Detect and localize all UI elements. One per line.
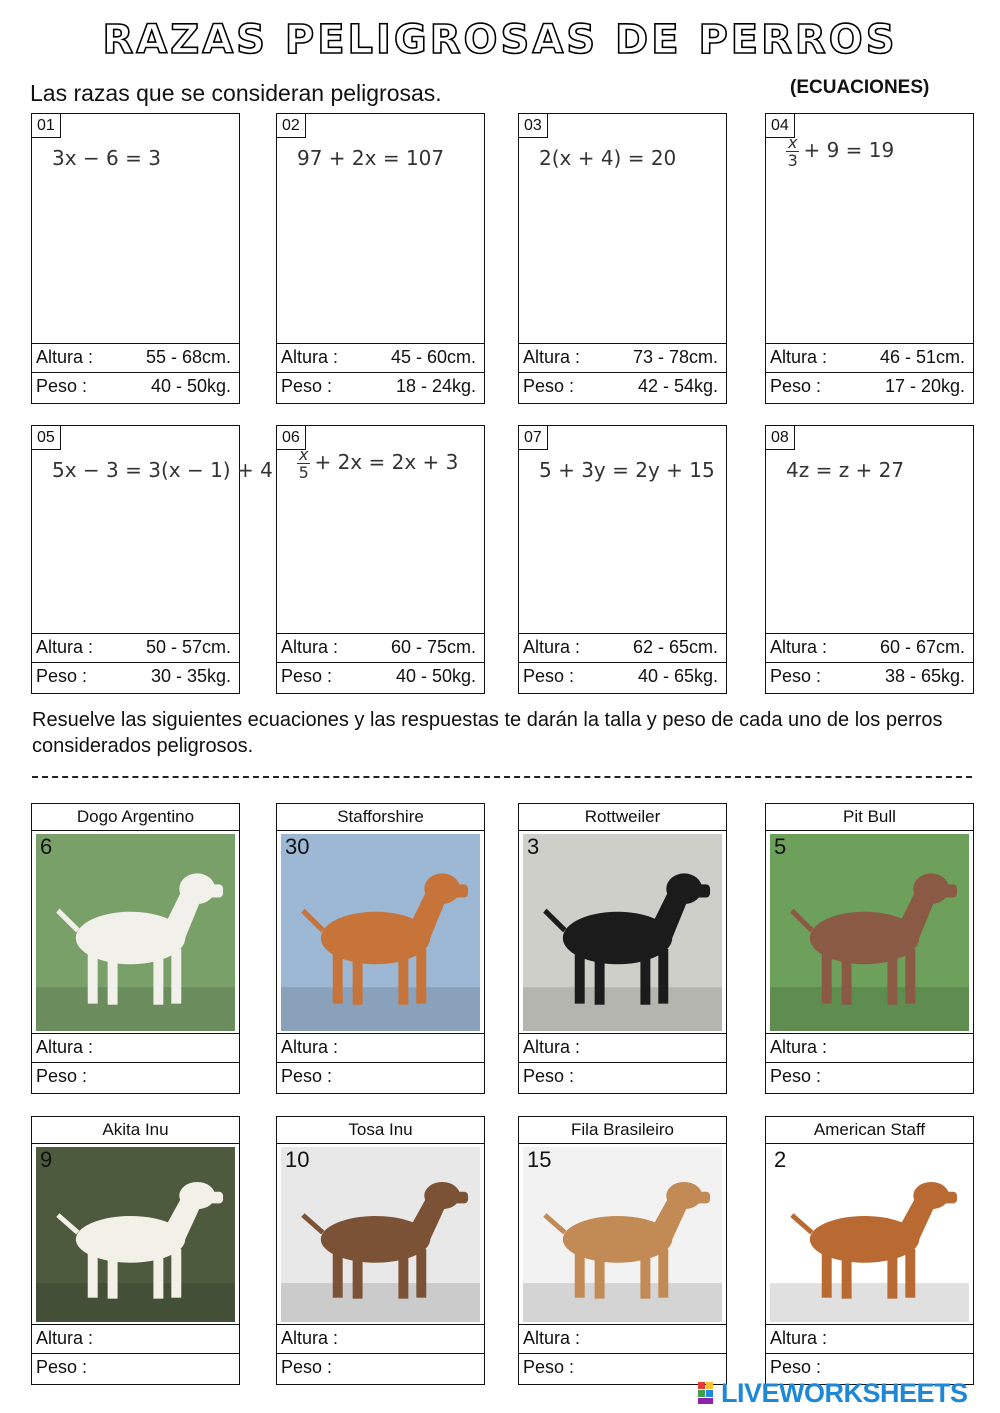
fraction-denominator: 5 [298,463,309,482]
dog-number: 5 [774,834,787,859]
dog-leg [88,1249,98,1298]
equation-number: 04 [766,114,795,138]
breed-name: American Staff [766,1117,973,1144]
row-peso [277,1062,484,1091]
peso-label: Peso : [523,666,575,686]
peso-label: Peso : [523,1066,575,1086]
dog-number: 15 [527,1147,552,1172]
altura-value: 60 - 67cm. [879,637,965,657]
peso-label: Peso : [36,1357,88,1377]
dog-leg [842,952,852,1005]
breed-name: Stafforshire [277,804,484,831]
dog-snout [690,884,710,897]
row-altura [766,633,973,662]
peso-label: Peso : [36,666,88,686]
fraction-numerator: x [299,445,309,464]
dog-photo-image [281,834,480,1031]
altura-value: 62 - 65cm. [632,637,718,657]
dog-number: 2 [774,1147,787,1172]
altura-label: Altura : [36,1037,94,1057]
page-title: RAZAS PELIGROSAS DE PERROS [102,17,898,63]
equation [786,458,967,482]
row-altura [766,1324,973,1353]
equation [786,134,967,169]
equation-number: 05 [32,426,61,450]
row-peso [32,372,239,401]
dog-number: 10 [285,1147,310,1172]
row-peso [766,372,973,401]
row-peso [277,1353,484,1382]
dog-number: 6 [40,834,53,859]
equation-text: 5 + 3y = 2y + 15 [539,458,715,482]
dog-leg [353,1252,363,1299]
dog-leg [108,1252,118,1299]
section-tag: (ECUACIONES) [790,77,930,98]
altura-value: 55 - 68cm. [145,347,231,367]
liveworksheets-logo-icon [697,1381,721,1405]
row-peso [277,372,484,401]
peso-value: 40 - 50kg. [395,666,476,686]
equation [52,146,233,170]
dog-leg [822,1249,832,1298]
peso-label: Peso : [36,1066,88,1086]
dog-number: 3 [527,834,540,859]
altura-label: Altura : [523,347,581,367]
equation-number: 03 [519,114,548,138]
equation-text: 97 + 2x = 107 [297,146,445,170]
row-peso [32,1353,239,1382]
dog-leg [905,949,915,1004]
row-peso [519,662,726,691]
dog-snout [448,884,468,897]
altura-value: 45 - 60cm. [390,347,476,367]
peso-value: 40 - 65kg. [637,666,718,686]
altura-label: Altura : [281,1328,339,1348]
equation-number: 06 [277,426,306,450]
row-altura [766,1033,973,1062]
dog-leg [887,952,897,1005]
dog-photo [36,1147,235,1322]
dog-leg [842,1252,852,1299]
peso-label: Peso : [770,1066,822,1086]
equation-number: 07 [519,426,548,450]
equation-card [518,425,727,694]
equation-text: 3x − 6 = 3 [52,146,161,170]
equation-card [276,425,485,694]
equation-card [276,113,485,404]
breed-name: Dogo Argentino [32,804,239,831]
dog-snout [937,1192,957,1204]
altura-label: Altura : [36,347,94,367]
row-altura [277,1324,484,1353]
photo-ground [281,1283,480,1322]
fraction [297,446,310,481]
dog-leg [595,1252,605,1299]
peso-value: 30 - 35kg. [150,666,231,686]
equation-text: 4z = z + 27 [786,458,905,482]
equation-card [518,113,727,404]
dog-leg [398,952,408,1005]
peso-value: 18 - 24kg. [395,376,476,396]
breed-name: Rottweiler [519,804,726,831]
dog-photo [523,834,722,1031]
dog-photo-image [281,1147,480,1322]
row-altura [32,1324,239,1353]
dog-leg [171,949,181,1004]
row-peso [519,1062,726,1091]
altura-label: Altura : [523,1037,581,1057]
dog-leg [416,949,426,1004]
dog-snout [690,1192,710,1204]
dog-card [276,803,485,1094]
row-altura [32,633,239,662]
equation [539,146,720,170]
dog-snout [203,884,223,897]
dog-snout [937,884,957,897]
altura-label: Altura : [36,1328,94,1348]
photo-ground [523,1283,722,1322]
dog-photo-image [770,1147,969,1322]
altura-label: Altura : [36,637,94,657]
peso-value: 42 - 54kg. [637,376,718,396]
peso-label: Peso : [281,666,333,686]
equation [52,458,273,482]
row-peso [519,372,726,401]
dog-number: 30 [285,834,310,859]
dog-leg [353,952,363,1005]
equation-text: 5x − 3 = 3(x − 1) + 4 [52,458,273,482]
dog-photo [770,1147,969,1322]
peso-value: 40 - 50kg. [150,376,231,396]
altura-label: Altura : [523,1328,581,1348]
instructions: Resuelve las siguientes ecuaciones y las respuestas te darán la talla y peso de cada uno de los perros considerados peligrosos. [32,709,943,757]
dog-card [276,1116,485,1385]
photo-ground [770,1283,969,1322]
row-altura [519,633,726,662]
row-peso [766,1062,973,1091]
row-altura [32,1033,239,1062]
peso-value: 17 - 20kg. [884,376,965,396]
dog-leg [333,1249,343,1298]
equation [297,146,478,170]
row-altura [277,343,484,372]
altura-label: Altura : [770,1037,828,1057]
altura-label: Altura : [770,1328,828,1348]
photo-ground [36,987,235,1031]
equation [297,446,478,481]
dog-leg [171,1249,181,1298]
equation [539,458,720,482]
dog-leg [905,1249,915,1298]
peso-label: Peso : [281,376,333,396]
equation-text: 2(x + 4) = 20 [539,146,677,170]
dog-leg [333,949,343,1004]
altura-value: 50 - 57cm. [145,637,231,657]
altura-label: Altura : [281,347,339,367]
altura-value: 73 - 78cm. [632,347,718,367]
breed-name: Fila Brasileiro [519,1117,726,1144]
dog-leg [658,949,668,1004]
dog-photo [523,1147,722,1322]
dog-photo-image [36,834,235,1031]
dog-leg [640,1252,650,1299]
row-altura [519,343,726,372]
dog-photo [281,1147,480,1322]
equation-number: 08 [766,426,795,450]
dog-card [765,1116,974,1385]
subtitle: Las razas que se consideran peligrosas. [30,80,442,106]
row-peso [766,662,973,691]
fraction-numerator: x [788,133,798,152]
equation-number: 02 [277,114,306,138]
dog-leg [575,1249,585,1298]
peso-value: 38 - 65kg. [884,666,965,686]
photo-ground [281,987,480,1031]
altura-label: Altura : [523,637,581,657]
breed-name: Pit Bull [766,804,973,831]
row-peso [277,662,484,691]
altura-label: Altura : [770,637,828,657]
altura-value: 60 - 75cm. [390,637,476,657]
row-peso [32,662,239,691]
dog-leg [575,949,585,1004]
dog-card [518,1116,727,1385]
dog-card [765,803,974,1094]
altura-label: Altura : [770,347,828,367]
dog-leg [108,952,118,1005]
dog-snout [203,1192,223,1204]
row-altura [277,1033,484,1062]
peso-label: Peso : [770,376,822,396]
row-peso [519,1353,726,1382]
peso-label: Peso : [36,376,88,396]
equation-number: 01 [32,114,61,138]
fraction [786,134,799,169]
dog-card [31,1116,240,1385]
equation-card [31,113,240,404]
dog-leg [88,949,98,1004]
row-altura [519,1324,726,1353]
photo-ground [36,1283,235,1322]
dog-snout [448,1192,468,1204]
peso-label: Peso : [281,1357,333,1377]
dog-number: 9 [40,1147,53,1172]
peso-label: Peso : [281,1066,333,1086]
equation-text: + 2x = 2x + 3 [314,450,459,474]
dog-leg [416,1249,426,1298]
dog-leg [640,952,650,1005]
peso-label: Peso : [523,376,575,396]
dog-photo [281,834,480,1031]
peso-label: Peso : [770,1357,822,1377]
row-altura [519,1033,726,1062]
dog-card [518,803,727,1094]
logo-text: LIVEWORKSHEETS [721,1377,968,1408]
equation-card [31,425,273,694]
dog-leg [822,949,832,1004]
dog-photo-image [770,834,969,1031]
equation-text: + 9 = 19 [803,138,895,162]
dog-photo [36,834,235,1031]
dog-leg [153,1252,163,1299]
dog-leg [658,1249,668,1298]
dashed-divider [32,776,972,778]
dog-photo-image [36,1147,235,1322]
altura-value: 46 - 51cm. [879,347,965,367]
photo-ground [770,987,969,1031]
dog-card [31,803,240,1094]
dog-photo-image [523,834,722,1031]
photo-ground [523,987,722,1031]
peso-label: Peso : [523,1357,575,1377]
breed-name: Tosa Inu [277,1117,484,1144]
dog-leg [398,1252,408,1299]
breed-name: Akita Inu [32,1117,239,1144]
fraction-denominator: 3 [787,151,798,170]
row-altura [32,343,239,372]
equation-card [765,425,974,694]
dog-leg [595,952,605,1005]
row-peso [32,1062,239,1091]
altura-label: Altura : [281,637,339,657]
dog-leg [887,1252,897,1299]
row-altura [766,343,973,372]
dog-photo-image [523,1147,722,1322]
dog-photo [770,834,969,1031]
equation-card [765,113,974,404]
dog-leg [153,952,163,1005]
row-altura [277,633,484,662]
peso-label: Peso : [770,666,822,686]
altura-label: Altura : [281,1037,339,1057]
liveworksheets-logo [697,1378,968,1408]
